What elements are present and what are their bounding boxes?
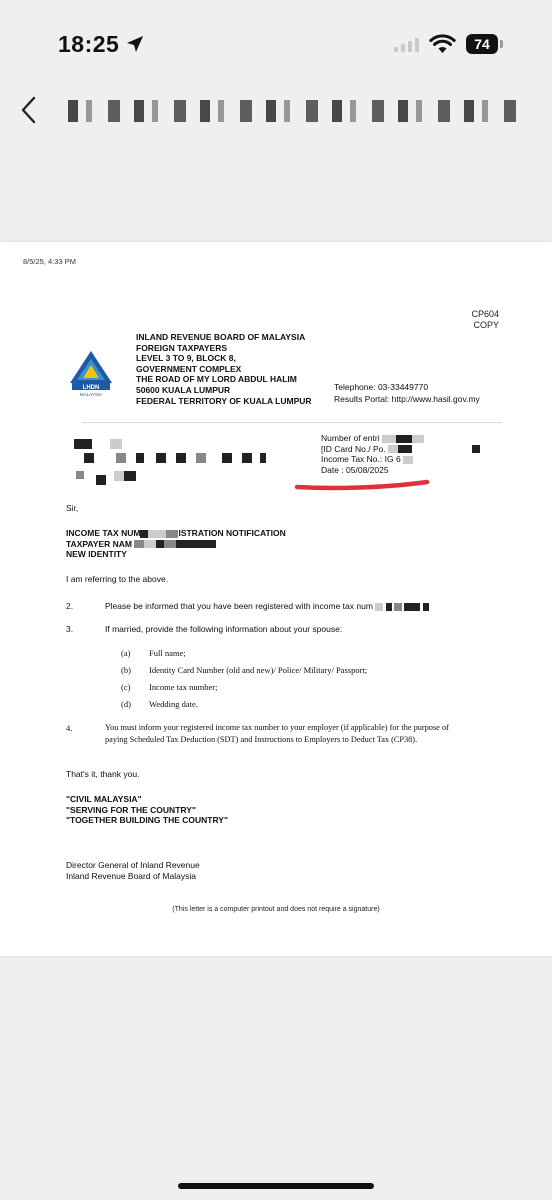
address-line: FOREIGN TAXPAYERS [136,342,227,353]
copy-label: COPY [473,320,499,330]
item-a-text: Full name; [149,648,186,658]
para-4-number: 4. [66,723,73,733]
para-4-line-2: paying Scheduled Tax Deduction (SDT) and Instructions to Employers to Deduct Tax (CP38). [105,735,418,744]
telephone: Telephone: 03-33449770 [334,382,429,392]
ref-date: Date : 05/08/2025 [321,464,389,475]
subject-line-2: TAXPAYER NAM [66,538,132,549]
item-b-text: Identity Card Number (old and new)/ Police/ Military/ Passport; [149,665,368,675]
item-a-mark: (a) [121,648,131,658]
nav-bar [0,80,552,140]
address-line: THE ROAD OF MY LORD ABDUL HALIM [136,374,297,385]
ref-entry-number: Number of entri [321,433,380,443]
form-code-block [471,309,499,331]
address-line: FEDERAL TERRITORY OF KUALA LUMPUR [136,395,312,406]
subject-line-3: NEW IDENTITY [66,549,127,559]
para-2-body: Please be informed that you have been registered with income tax num [105,601,373,611]
subject-block [66,528,286,560]
closing-text: That's it, thank you. [66,769,140,779]
signatory-title: Director General of Inland Revenue [66,860,200,870]
motto: "CIVIL MALAYSIA" [66,794,142,804]
wifi-icon [429,33,456,55]
ref-id-card: [ID Card No./ Po. [321,443,386,454]
address-line: INLAND REVENUE BOARD OF MALAYSIA [136,332,306,342]
reference-block [321,433,480,475]
address-line: GOVERNMENT COMPLEX [136,363,242,374]
status-bar [0,0,552,80]
home-indicator[interactable] [178,1183,374,1189]
motto: "TOGETHER BUILDING THE COUNTRY" [66,815,229,825]
item-c-text: Income tax number; [149,682,218,692]
results-portal: Results Portal: http://www.hasil.gov.my [334,394,480,404]
ref-income-tax-no: Income Tax No.: IG 6 [321,454,401,464]
para-2-text [105,601,429,611]
address-line: 50600 KUALA LUMPUR [136,384,231,395]
para-4-line-1: You must inform your registered income tax number to your employer (if applicable) for the purpose of [105,723,449,732]
motto: "SERVING FOR THE COUNTRY" [66,804,196,815]
intro-text: I am referring to the above. [66,574,169,584]
subject-line-1-tail: ISTRATION NOTIFICATION [178,528,286,538]
form-code: CP604 [471,309,499,319]
document-page [0,242,552,956]
contact-block [334,381,480,405]
item-d-mark: (d) [121,699,131,709]
lhdn-logo [66,349,116,397]
signatory-block [66,860,200,881]
print-timestamp: 8/5/25, 4:33 PM [23,257,76,266]
cellular-signal-icon [394,38,422,52]
salutation: Sir, [66,503,79,513]
mottos-block [66,794,228,826]
signatory-org: Inland Revenue Board of Malaysia [66,870,196,881]
location-arrow-icon [125,34,145,54]
red-underline-annotation [294,478,430,492]
para-3-number: 3. [66,624,74,634]
nav-title-redacted [68,100,528,122]
para-3-text: If married, provide the following information about your spouse: [105,624,343,634]
item-d-text: Wedding date. [149,699,198,709]
para-2-number: 2. [66,601,74,611]
item-c-mark: (c) [121,682,131,692]
footnote: (This letter is a computer printout and does not require a signature) [172,906,380,913]
logo-text: LHDN [82,385,100,391]
subject-line-1: INCOME TAX NUM [66,528,141,538]
battery-icon: 74 [466,34,498,54]
logo-subtext: MALAYSIA [79,392,103,397]
recipient-redacted [66,435,296,495]
item-b-mark: (b) [121,665,131,675]
sender-address [136,332,312,406]
address-line: LEVEL 3 TO 9, BLOCK 8, [136,353,236,364]
chevron-left-icon[interactable] [18,96,40,124]
battery-nub [500,40,503,48]
separator-line [82,422,502,423]
status-time: 18:25 [58,31,120,57]
